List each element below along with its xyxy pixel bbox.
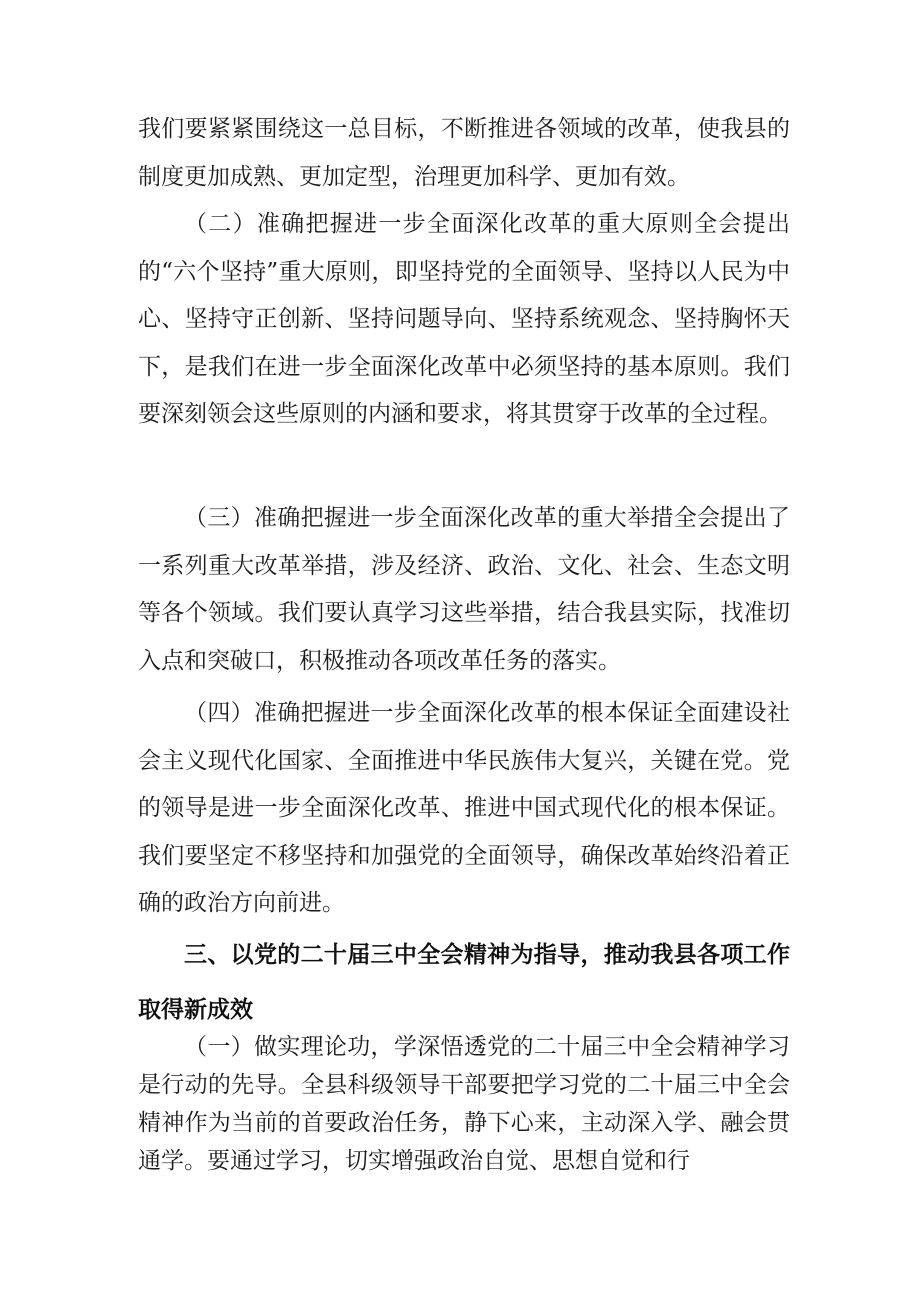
paragraph-section-4: （四）准确把握进一步全面深化改革的根本保证全面建设社会主义现代化国家、全面推进中华民族伟大复兴，关键在党。党的领导是进一步全面深化改革、推进中国式现代化的根本保证。我们要坚定不移坚持和加强党的全面领导，确保改革始终沿着正确的政治方向前进。: [138, 700, 790, 916]
paragraph-section-2: （二）准确把握进一步全面深化改革的重大原则全会提出的“六个坚持”重大原则，即坚持党的全面领导、坚持以人民为中心、坚持守正创新、坚持问题导向、坚持系统观念、坚持胸怀天下，是我们在进一步全面深化改革中必须坚持的基本原则。我们要深刻领会这些原则的内涵和要求，将其贯穿于改革的全过程。: [138, 211, 790, 427]
paragraph-continuation: 我们要紧紧围绕这一总目标，不断推进各领域的改革，使我县的制度更加成熟、更加定型，治理更加科学、更加有效。: [138, 116, 790, 190]
section-heading-3: 三、以党的二十届三中全会精神为指导，推动我县各项工作取得新成效: [138, 942, 790, 1023]
paragraph-section-3: （三）准确把握进一步全面深化改革的重大举措全会提出了一系列重大改革举措，涉及经济、政治、文化、社会、生态文明等各个领域。我们要认真学习这些举措，结合我县实际，找准切入点和突破口，积极推动各项改革任务的落实。: [138, 505, 790, 674]
paragraph-subsection-1: （一）做实理论功，学深悟透党的二十届三中全会精神学习是行动的先导。全县科级领导干部要把学习党的二十届三中全会精神作为当前的首要政治任务，静下心来，主动深入学、融会贯通学。要通过学习，切实增强政治自觉、思想自觉和行: [138, 1034, 790, 1174]
